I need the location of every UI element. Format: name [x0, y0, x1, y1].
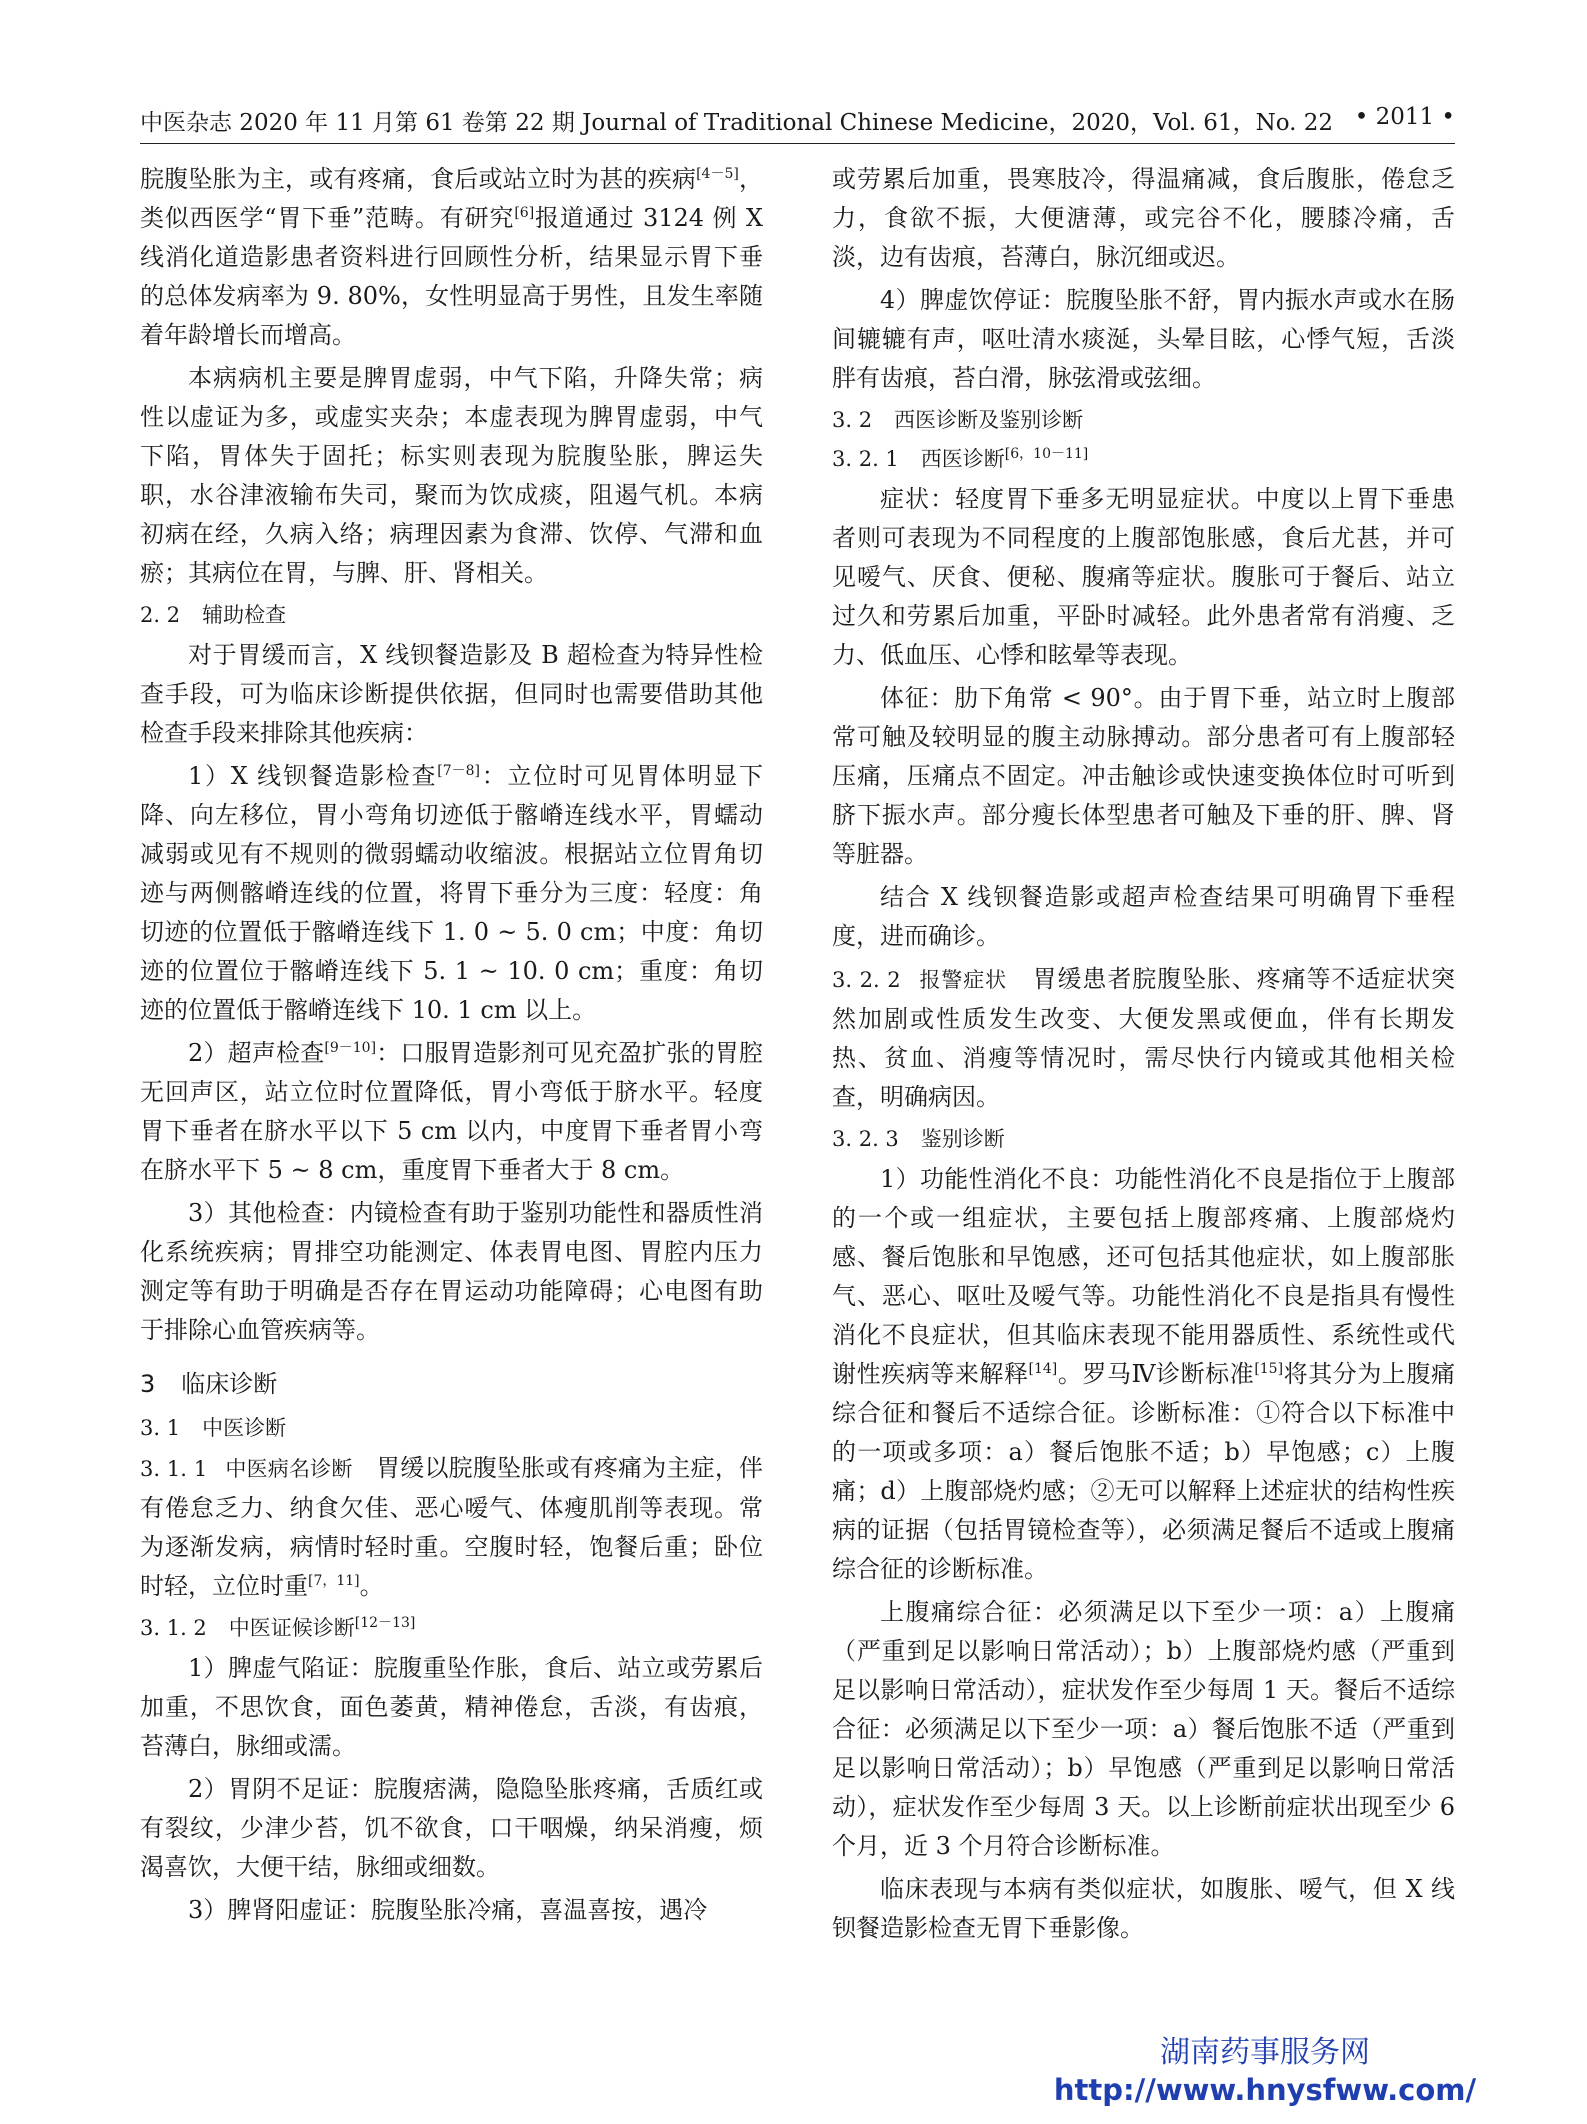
paragraph: 2）超声检查[9－10]：口服胃造影剂可见充盈扩张的胃腔无回声区，站立位时位置降低，胃小弯低于脐水平。轻度胃下垂者在脐水平以下 5 cm 以内，中度胃下垂者胃小弯在脐水平下 5 ~ 8 cm，重度胃下垂者大于 8 cm。: [140, 1039, 764, 1184]
paragraph: 体征：肋下角常 < 90°。由于胃下垂，站立时上腹部常可触及较明显的腹主动脉搏动。部分患者可有上腹部轻压痛，压痛点不固定。冲击触诊或快速变换体位时可听到脐下振水声。部分瘦长体型患者可触及下垂的肝、脾、肾等脏器。: [832, 684, 1455, 868]
paragraph: 上腹痛综合征：必须满足以下至少一项：a）上腹痛（严重到足以影响日常活动）；b）上腹部烧灼感（严重到足以影响日常活动），症状发作至少每周 1 天。餐后不适综合征：必须满足以下至少一项：a）餐后饱胀不适（严重到足以影响日常活动）；b）早饱感（严重到足以影响日常活动），症状发作至少每周 3 天。以上诊断前症状出现至少 6 个月，近 3 个月符合诊断标准。: [832, 1598, 1455, 1860]
section-heading-3-2-1: 3. 2. 1 西医诊断[6，10－11]: [832, 446, 1089, 471]
section-heading-3-2: 3. 2 西医诊断及鉴别诊断: [832, 408, 1084, 432]
section-heading-3-1: 3. 1 中医诊断: [140, 1416, 287, 1440]
paragraph: 3）脾肾阳虚证：脘腹坠胀冷痛，喜温喜按，遇冷: [188, 1896, 708, 1924]
paragraph: 症状：轻度胃下垂多无明显症状。中度以上胃下垂患者则可表现为不同程度的上腹部饱胀感，食后尤甚，并可见嗳气、厌食、便秘、腹痛等症状。腹胀可于餐后、站立过久和劳累后加重，平卧时减轻。此外患者常有消瘦、乏力、低血压、心悸和眩晕等表现。: [832, 485, 1455, 669]
journal-citation: 中医杂志 2020 年 11 月第 61 卷第 22 期 Journal of Traditional Chinese Medicine，2020，Vol. 61，No. 22: [140, 110, 1334, 136]
page-number: • 2011 •: [1354, 104, 1455, 130]
watermark-url: http://www.hnysfww.com/: [1053, 2073, 1477, 2107]
paragraph: 临床表现与本病有类似症状，如腹胀、嗳气，但 X 线钡餐造影检查无胃下垂影像。: [832, 1875, 1455, 1942]
left-column: [140, 160, 763, 1934]
paragraph: 对于胃缓而言，X 线钡餐造影及 B 超检查为特异性检查手段，可为临床诊断提供依据，但同时也需要借助其他检查手段来排除其他疾病：: [140, 641, 763, 747]
paragraph: 1）X 线钡餐造影检查[7－8]：立位时可见胃体明显下降、向左移位，胃小弯角切迹低于髂嵴连线水平，胃蠕动减弱或见有不规则的微弱蠕动收缩波。根据站立位胃角切迹与两侧髂嵴连线的位置，将胃下垂分为三度：轻度：角切迹的位置低于髂嵴连线下 1. 0 ~ 5. 0 cm；中度：角切迹的位置位于髂嵴连线下 5. 1 ~ 10. 0 cm；重度：角切迹的位置低于髂嵴连线下 10. 1 cm 以上。: [140, 762, 764, 1024]
right-column: [832, 160, 1455, 1952]
section-heading-3: 3 临床诊断: [140, 1370, 278, 1398]
watermark-title: 湖南药事服务网: [1160, 2035, 1370, 2070]
paragraph: 1）脾虚气陷证：脘腹重坠作胀，食后、站立或劳累后加重，不思饮食，面色萎黄，精神倦怠，舌淡，有齿痕，苔薄白，脉细或濡。: [140, 1654, 763, 1760]
section-heading-3-2-3: 3. 2. 3 鉴别诊断: [832, 1127, 1005, 1151]
paragraph: 或劳累后加重，畏寒肢冷，得温痛减，食后腹胀，倦怠乏力，食欲不振，大便溏薄，或完谷不化，腰膝冷痛，舌淡，边有齿痕，苔薄白，脉沉细或迟。: [832, 165, 1455, 271]
paragraph: 2）胃阴不足证：脘腹痞满，隐隐坠胀疼痛，舌质红或有裂纹，少津少苔，饥不欲食，口干咽燥，纳呆消瘦，烦渴喜饮，大便干结，脉细或细数。: [140, 1775, 763, 1881]
paragraph: 4）脾虚饮停证：脘腹坠胀不舒，胃内振水声或水在肠间辘辘有声，呕吐清水痰涎，头晕目眩，心悸气短，舌淡胖有齿痕，苔白滑，脉弦滑或弦细。: [832, 286, 1455, 392]
paragraph: 本病病机主要是脾胃虚弱，中气下陷，升降失常；病性以虚证为多，或虚实夹杂；本虚表现为脾胃虚弱，中气下陷，胃体失于固托；标实则表现为脘腹坠胀，脾运失职，水谷津液输布失司，聚而为饮成痰，阻遏气机。本病初病在经，久病入络；病理因素为食滞、饮停、气滞和血瘀；其病位在胃，与脾、肝、肾相关。: [140, 364, 763, 587]
section-heading-2-2: 2. 2 辅助检查: [140, 603, 287, 627]
paragraph: 1）功能性消化不良：功能性消化不良是指位于上腹部的一个或一组症状，主要包括上腹部疼痛、上腹部烧灼感、餐后饱胀和早饱感，还可包括其他症状，如上腹部胀气、恶心、呕吐及嗳气等。功能性消化不良是指具有慢性消化不良症状，但其临床表现不能用器质性、系统性或代谢性疾病等来解释[14]。罗马Ⅳ诊断标准[15]将其分为上腹痛综合征和餐后不适综合征。诊断标准：①符合以下标准中的一项或多项：a）餐后饱胀不适；b）早饱感；c）上腹痛；d）上腹部烧灼感；②无可以解释上述症状的结构性疾病的证据（包括胃镜检查等），必须满足餐后不适或上腹痛综合征的诊断标准。: [832, 1165, 1456, 1583]
header-rule: [140, 143, 1455, 144]
section-heading-3-1-2: 3. 1. 2 中医证候诊断[12－13]: [140, 1615, 416, 1640]
watermark: [1050, 2034, 1480, 2108]
paragraph: 脘腹坠胀为主，或有疼痛，食后或站立时为甚的疾病[4－5]，类似西医学“胃下垂”范畴。有研究[6]报道通过 3124 例 X 线消化道造影患者资料进行回顾性分析，结果显示胃下垂的总体发病率为 9. 80%，女性明显高于男性，且发生率随着年龄增长而增高。: [140, 165, 764, 349]
paragraph: 结合 X 线钡餐造影或超声检查结果可明确胃下垂程度，进而确诊。: [832, 883, 1455, 950]
paragraph: 3. 2. 2 报警症状 胃缓患者脘腹坠胀、疼痛等不适症状突然加剧或性质发生改变、大便发黑或便血，伴有长期发热、贫血、消瘦等情况时，需尽快行内镜或其他相关检查，明确病因。: [832, 965, 1455, 1111]
running-header: [140, 100, 1455, 140]
paragraph: 3. 1. 1 中医病名诊断 胃缓以脘腹坠胀或有疼痛为主症，伴有倦怠乏力、纳食欠佳、恶心嗳气、体瘦肌削等表现。常为逐渐发病，病情时轻时重。空腹时轻，饱餐后重；卧位时轻，立位时重[7，11]。: [140, 1454, 764, 1600]
paragraph: 3）其他检查：内镜检查有助于鉴别功能性和器质性消化系统疾病；胃排空功能测定、体表胃电图、胃腔内压力测定等有助于明确是否存在胃运动功能障碍；心电图有助于排除心血管疾病等。: [140, 1199, 763, 1344]
